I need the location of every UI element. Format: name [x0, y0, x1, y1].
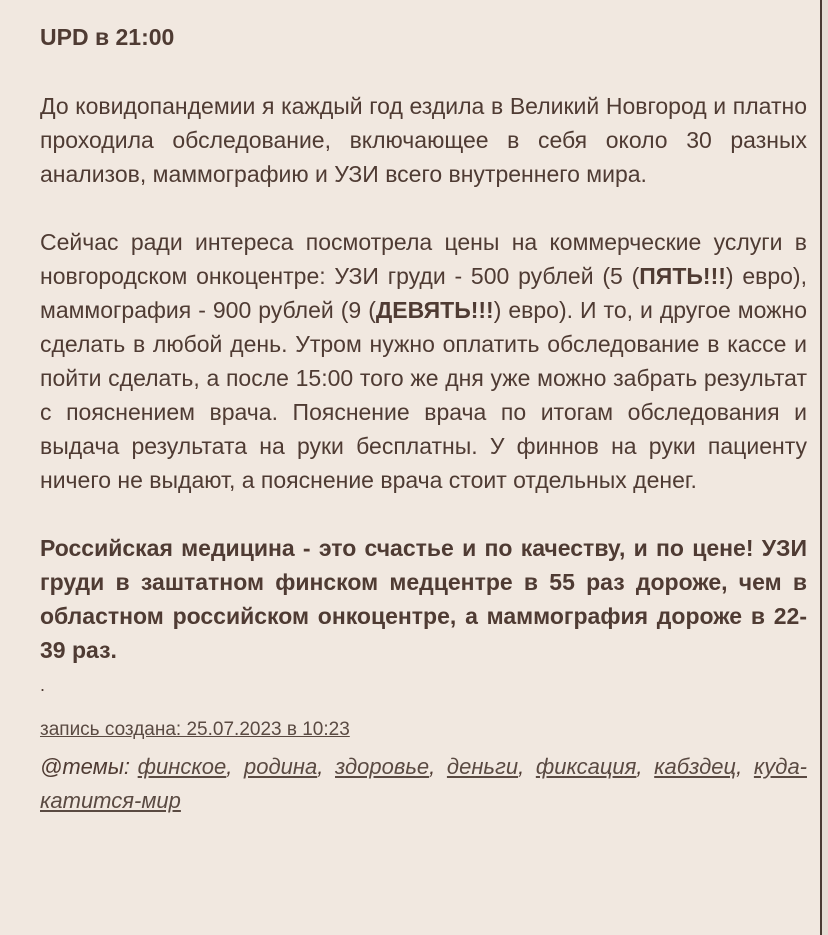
prices-text-part-3: ) евро). И то, и другое можно сделать в любой день. Утром нужно оплатить обследование в кассе и пойти сделать, а после 15:00 того же дня уже можно забрать результат с пояснением врача. Пояснение врача по итогам обследования и выдача результата на руки бесплатны. У финнов на руки пациенту ничего не выдают, а пояснение врача стоит отдельных денег. — [40, 297, 807, 493]
prices-bold-five: ПЯТЬ!!! — [639, 263, 726, 289]
tag-separator: , — [429, 754, 436, 779]
update-heading: UPD в 21:00 — [40, 24, 175, 50]
tags-row — [40, 750, 807, 818]
tag-separator: , — [226, 754, 233, 779]
tags-label: @темы: — [40, 754, 131, 779]
tag-separator: , — [317, 754, 324, 779]
tag-link-rodina[interactable]: родина — [244, 754, 318, 779]
trailing-dot: . — [40, 675, 46, 695]
conclusion-paragraph: Российская медицина - это счастье и по качеству, и по цене! УЗИ груди в заштатном финском медцентре в 55 раз дороже, чем в областном российском онкоцентре, а маммография дороже в 22-39 раз. — [40, 535, 807, 663]
tag-link-kabzdets[interactable]: кабздец — [654, 754, 737, 779]
tag-separator: , — [636, 754, 643, 779]
paragraph-prices — [40, 225, 807, 497]
tag-separator: , — [518, 754, 525, 779]
prices-text-part-1: Сейчас ради интереса посмотрела цены на коммерческие услуги в новгородском онкоцентре: УЗИ груди - 500 рублей (5 ( — [40, 229, 807, 289]
tag-link-dengi[interactable]: деньги — [446, 754, 519, 779]
tag-link-kuda-katitsya-mir[interactable]: куда-катится-мир — [40, 754, 807, 813]
tag-link-finskoe[interactable]: финское — [137, 754, 227, 779]
prices-text-part-2: ) евро), маммография - 900 рублей (9 ( — [40, 263, 807, 323]
prices-bold-nine: ДЕВЯТЬ!!! — [375, 297, 494, 323]
tag-link-fiksatsiya[interactable]: фиксация — [535, 754, 637, 779]
tag-separator: , — [736, 754, 743, 779]
created-timestamp-row — [40, 717, 807, 743]
paragraph-covid-checkups: До ковидопандемии я каждый год ездила в Великий Новгород и платно проходила обследование, включающее в себя около 30 разных анализов, маммографию и УЗИ всего внутреннего мира. — [40, 93, 807, 187]
created-timestamp-link[interactable]: запись создана: 25.07.2023 в 10:23 — [40, 719, 350, 740]
tag-link-zdorovye[interactable]: здоровье — [335, 754, 430, 779]
